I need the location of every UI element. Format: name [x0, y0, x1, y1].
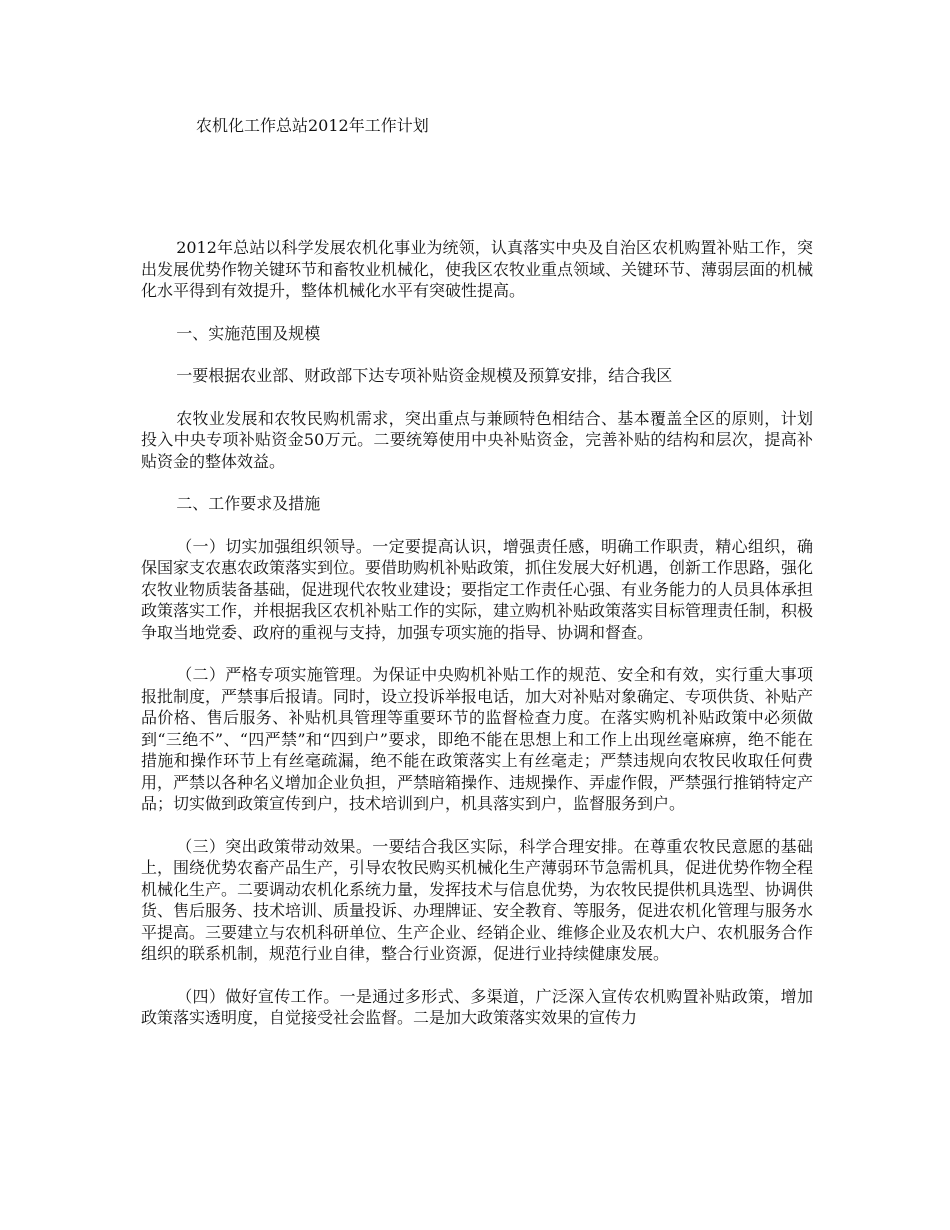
requirement-paragraph-2: （二）严格专项实施管理。为保证中央购机补贴工作的规范、安全和有效，实行重大事项报批制度，严禁事后报请。同时，设立投诉举报电话，加大对补贴对象确定、专项供货、补贴产品价格、售后服务、补贴机具管理等重要环节的监督检查力度。在落实购机补贴政策中必须做到“三绝不”、“四严禁”和“四到户”要求，即绝不能在思想上和工作上出现丝毫麻痹，绝不能在措施和操作环节上有丝毫疏漏，绝不能在政策落实上有丝毫走；严禁违规向农牧民收取任何费用，严禁以各种名义增加企业负担，严禁暗箱操作、违规操作、弄虚作假，严禁强行推销特定产品；切实做到政策宣传到户，技术培训到户，机具落实到户，监督服务到户。 [141, 665, 814, 813]
requirement-paragraph-1: （一）切实加强组织领导。一定要提高认识，增强责任感，明确工作职责，精心组织，确保国家支农惠农政策落实到位。要借助购机补贴政策，抓住发展大好机遇，创新工作思路，强化农牧业物质装备基础，促进现代农牧业建设；要指定工作责任心强、有业务能力的人员具体承担政策落实工作，并根据我区农机补贴工作的实际，建立购机补贴政策落实目标管理责任制，积极争取当地党委、政府的重视与支持，加强专项实施的指导、协调和督查。 [141, 536, 814, 642]
requirement-paragraph-4: （四）做好宣传工作。一是通过多形式、多渠道，广泛深入宣传农机购置补贴政策，增加政策落实透明度，自觉接受社会监督。二是加大政策落实效果的宣传力 [141, 986, 813, 1027]
document-title: 农机化工作总站2012年工作计划 [196, 116, 429, 135]
scope-paragraph-2: 农牧业发展和农牧民购机需求，突出重点与兼顾特色相结合、基本覆盖全区的原则，计划投入中央专项补贴资金50万元。二要统筹使用中央补贴资金，完善补贴的结构和层次，提高补贴资金的整体效益。 [141, 408, 813, 471]
requirement-paragraph-3: （三）突出政策带动效果。一要结合我区实际，科学合理安排。在尊重农牧民意愿的基础上，围绕优势农畜产品生产，引导农牧民购买机械化生产薄弱环节急需机具，促进优势作物全程机械化生产。二要调动农机化系统力量，发挥技术与信息优势，为农牧民提供机具选型、协调供货、售后服务、技术培训、质量投诉、办理牌证、安全教育、等服务，促进农机化管理与服务水平提高。三要建立与农机科研单位、生产企业、经销企业、维修企业及农机大户、农机服务合作组织的联系机制，规范行业自律，整合行业资源，促进行业持续健康发展。 [141, 836, 814, 963]
section-heading-requirements: 二、工作要求及措施 [176, 494, 321, 513]
document-body [141, 237, 813, 1050]
intro-paragraph: 2012年总站以科学发展农机化事业为统领，认真落实中央及自治区农机购置补贴工作，突出发展优势作物关键环节和畜牧业机械化，使我区农牧业重点领域、关键环节、薄弱层面的机械化水平得到有效提升，整体机械化水平有突破性提高。 [141, 238, 814, 300]
scope-paragraph-1: 一要根据农业部、财政部下达专项补贴资金规模及预算安排，结合我区 [176, 366, 673, 385]
section-heading-scope: 一、实施范围及规模 [176, 323, 321, 343]
